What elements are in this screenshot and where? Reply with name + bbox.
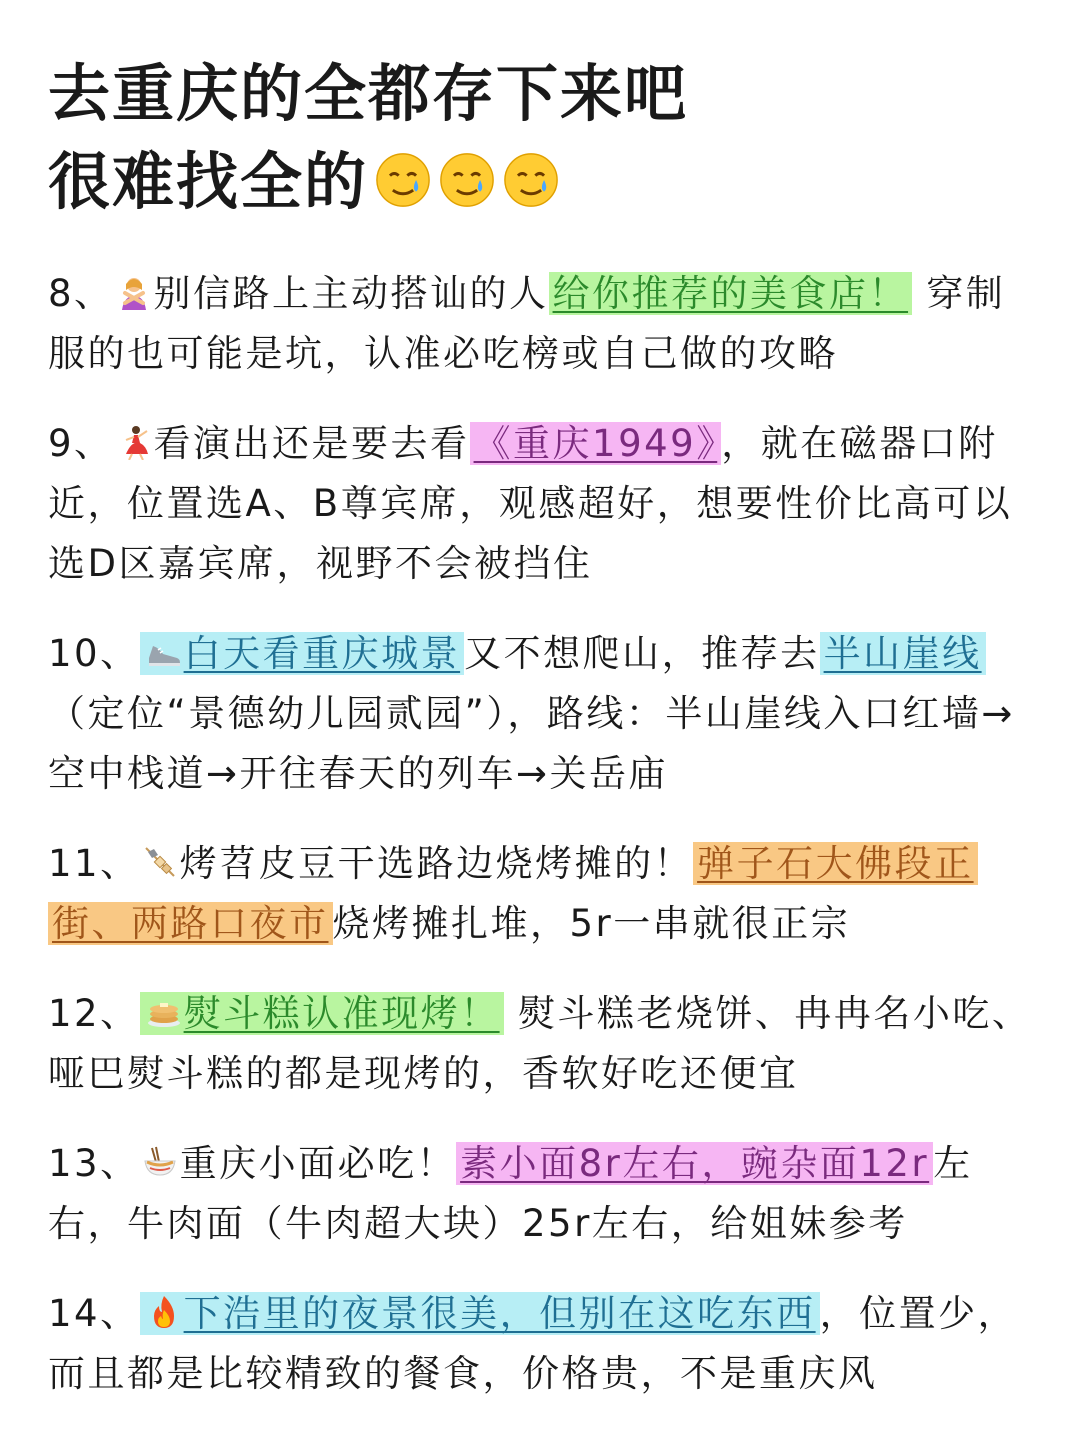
highlight-text: 下浩里的夜景很美，但别在这吃东西 bbox=[183, 1292, 816, 1335]
highlight-text: 白天看重庆城景 bbox=[183, 632, 461, 675]
tip-text-tail: 烧烤摊扎堆，5r一串就很正宗 bbox=[332, 902, 851, 945]
tip-text-tail: ，就在磁器口附近，位置选A、B尊宾席，观感超好，想要性价比高可以选D区嘉宾席，视野不会被挡住 bbox=[48, 422, 1013, 585]
tip-item-14 bbox=[48, 1284, 1040, 1404]
tip-text-tail: 穿制服的也可能是坑，认准必吃榜或自己做的攻略 bbox=[48, 272, 1006, 375]
tip-text-tail: （定位“景德幼儿园贰园”），路线：半山崖线入口红墙→空中栈道→开往春天的列车→关岳庙 bbox=[48, 692, 1015, 795]
highlight-text: 熨斗糕认准现烤！ bbox=[183, 992, 500, 1035]
pancakes-icon bbox=[146, 994, 182, 1030]
tip-number: 14、 bbox=[48, 1292, 140, 1335]
tip-text-middle: 又不想爬山，推荐去 bbox=[464, 632, 820, 675]
tip-text-tail: ，位置少，而且都是比较精致的餐食，价格贵，不是重庆风 bbox=[48, 1292, 1018, 1395]
tip-text-tail: 熨斗糕老烧饼、冉冉名小吃、哑巴熨斗糕的都是现烤的，香软好吃还便宜 bbox=[48, 992, 1032, 1095]
tip-text-lead: 重庆小面必吃！ bbox=[179, 1142, 457, 1185]
tip-item-13 bbox=[48, 1134, 1040, 1254]
tip-number: 8、 bbox=[48, 272, 114, 315]
highlight-tag: 给你推荐的美食店！ bbox=[549, 272, 913, 315]
woman-gesturing-no-icon bbox=[116, 274, 152, 310]
tip-text-lead: 看演出还是要去看 bbox=[153, 422, 470, 465]
highlight-tag bbox=[140, 992, 504, 1035]
highlight-tag: 素小面8r左右，豌杂面12r bbox=[456, 1142, 933, 1185]
crying-smile-icon bbox=[502, 151, 560, 209]
tip-number: 13、 bbox=[48, 1142, 140, 1185]
highlight-tag: 弹子石大佛段正街、两路口夜市 bbox=[48, 842, 978, 945]
tip-number: 12、 bbox=[48, 992, 140, 1035]
tip-item-9 bbox=[48, 414, 1040, 594]
highlight-tag: 《重庆1949》 bbox=[470, 422, 722, 465]
title-line-2-text: 很难找全的 bbox=[48, 145, 369, 218]
highlight-tag bbox=[140, 1292, 820, 1335]
sneaker-icon bbox=[146, 634, 182, 670]
tip-text-tail: 左右，牛肉面（牛肉超大块）25r左右，给姐妹参考 bbox=[48, 1142, 973, 1245]
fire-icon bbox=[146, 1294, 182, 1330]
skewer-icon bbox=[142, 844, 178, 880]
highlight-tag bbox=[140, 632, 465, 675]
post-title bbox=[48, 50, 1040, 226]
tip-number: 11、 bbox=[48, 842, 140, 885]
tip-item-12 bbox=[48, 984, 1040, 1104]
tip-text-lead: 烤苕皮豆干选路边烧烤摊的！ bbox=[179, 842, 694, 885]
tip-number: 10、 bbox=[48, 632, 140, 675]
dancer-icon bbox=[116, 424, 152, 460]
tip-item-11 bbox=[48, 834, 1040, 954]
crying-smile-icon bbox=[438, 151, 496, 209]
crying-smile-icon bbox=[374, 151, 432, 209]
highlight-tag-2: 半山崖线 bbox=[820, 632, 986, 675]
noodle-bowl-icon bbox=[142, 1144, 178, 1180]
tip-text-lead: 别信路上主动搭讪的人 bbox=[153, 272, 549, 315]
tip-item-8 bbox=[48, 264, 1040, 384]
title-line-1: 去重庆的全都存下来吧 bbox=[48, 57, 689, 130]
tip-number: 9、 bbox=[48, 422, 114, 465]
tip-item-10 bbox=[48, 624, 1040, 804]
title-line-2 bbox=[48, 138, 1040, 226]
